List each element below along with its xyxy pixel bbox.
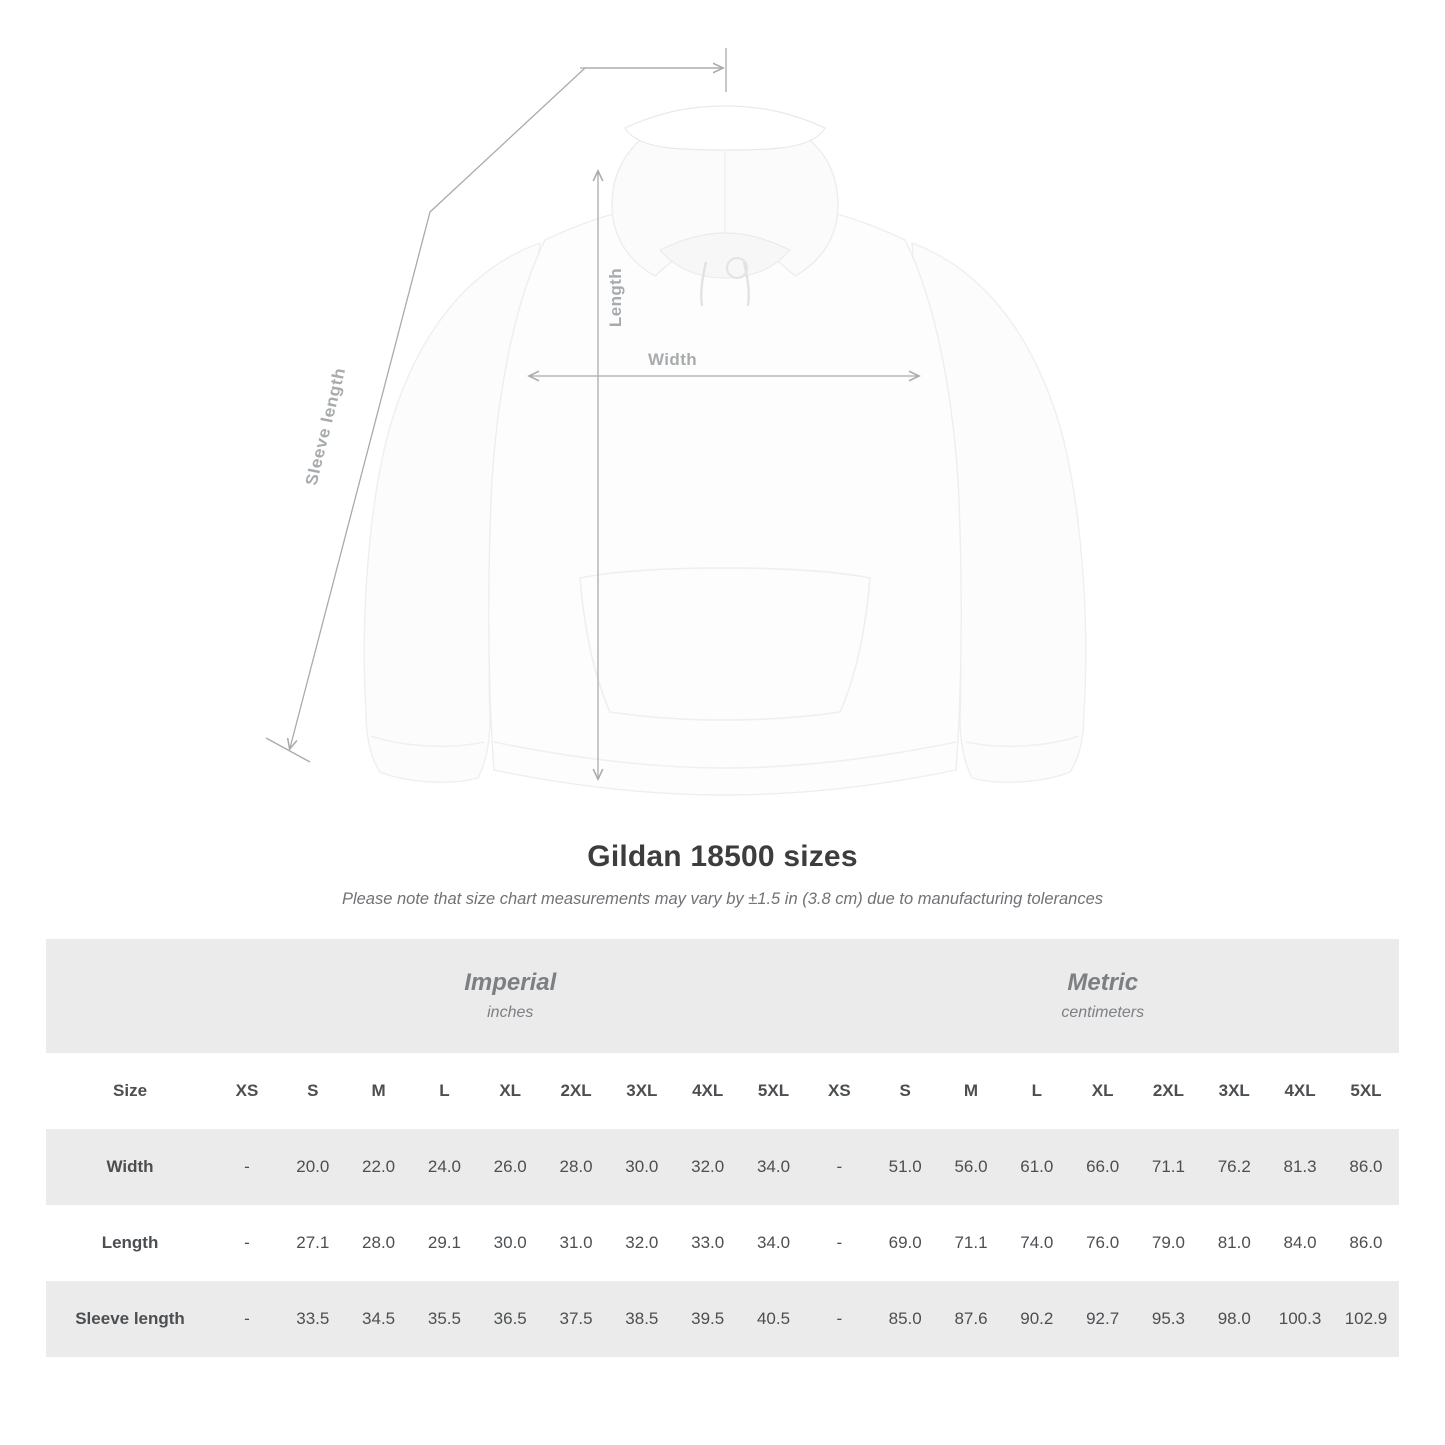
row-label-length: Length (46, 1205, 214, 1281)
metric-unit-header (806, 939, 1399, 1053)
cell-length-metric-3xl: 81.0 (1201, 1205, 1267, 1281)
cell-width-metric-s: 51.0 (872, 1129, 938, 1205)
cell-sleeve-metric-l: 90.2 (1004, 1281, 1070, 1357)
cell-length-imperial-5xl: 34.0 (741, 1205, 807, 1281)
row-label-size: Size (46, 1053, 214, 1129)
cell-length-imperial-s: 27.1 (280, 1205, 346, 1281)
col-head-imperial-s: S (280, 1053, 346, 1129)
col-head-metric-m: M (938, 1053, 1004, 1129)
col-head-imperial-m: M (346, 1053, 412, 1129)
col-head-imperial-5xl: 5XL (741, 1053, 807, 1129)
col-head-metric-xs: XS (806, 1053, 872, 1129)
sleeve-length-label: Sleeve length (301, 368, 350, 486)
cell-sleeve-imperial-l: 35.5 (412, 1281, 478, 1357)
width-label: Width (648, 350, 698, 369)
col-head-imperial-xl: XL (477, 1053, 543, 1129)
cell-width-imperial-4xl: 32.0 (675, 1129, 741, 1205)
cell-length-metric-xs: - (806, 1205, 872, 1281)
metric-unit-name: Metric (1067, 968, 1139, 996)
cell-length-imperial-3xl: 32.0 (609, 1205, 675, 1281)
cell-sleeve-metric-2xl: 95.3 (1136, 1281, 1202, 1357)
cell-length-imperial-4xl: 33.0 (675, 1205, 741, 1281)
cell-sleeve-imperial-xs: - (214, 1281, 280, 1357)
cell-width-imperial-s: 20.0 (280, 1129, 346, 1205)
cell-width-metric-xs: - (806, 1129, 872, 1205)
col-head-metric-l: L (1004, 1053, 1070, 1129)
cell-sleeve-metric-5xl: 102.9 (1333, 1281, 1399, 1357)
metric-unit-sub: centimeters (1061, 1004, 1145, 1022)
cell-length-imperial-xl: 30.0 (477, 1205, 543, 1281)
cell-sleeve-metric-xs: - (806, 1281, 872, 1357)
length-label: Length (606, 268, 625, 328)
cell-width-imperial-2xl: 28.0 (543, 1129, 609, 1205)
page-title: Gildan 18500 sizes (587, 840, 858, 873)
cell-sleeve-metric-xl: 92.7 (1070, 1281, 1136, 1357)
cell-sleeve-metric-m: 87.6 (938, 1281, 1004, 1357)
cell-width-imperial-xl: 26.0 (477, 1129, 543, 1205)
cell-sleeve-metric-3xl: 98.0 (1201, 1281, 1267, 1357)
col-head-imperial-2xl: 2XL (543, 1053, 609, 1129)
cell-length-metric-s: 69.0 (872, 1205, 938, 1281)
cell-width-metric-l: 61.0 (1004, 1129, 1070, 1205)
tolerance-note: Please note that size chart measurements may vary by ±1.5 in (3.8 cm) due to manufacturing tolerances (341, 890, 1104, 908)
col-head-imperial-3xl: 3XL (609, 1053, 675, 1129)
cell-sleeve-imperial-xl: 36.5 (477, 1281, 543, 1357)
table-row-size (46, 1053, 1399, 1129)
col-head-metric-5xl: 5XL (1333, 1053, 1399, 1129)
cell-width-metric-4xl: 81.3 (1267, 1129, 1333, 1205)
cell-width-metric-xl: 66.0 (1070, 1129, 1136, 1205)
col-head-imperial-l: L (412, 1053, 478, 1129)
cell-length-metric-xl: 76.0 (1070, 1205, 1136, 1281)
cell-width-metric-m: 56.0 (938, 1129, 1004, 1205)
cell-width-metric-3xl: 76.2 (1201, 1129, 1267, 1205)
cell-sleeve-imperial-m: 34.5 (346, 1281, 412, 1357)
cell-width-imperial-5xl: 34.0 (741, 1129, 807, 1205)
cell-width-imperial-l: 24.0 (412, 1129, 478, 1205)
title-block (0, 840, 1445, 909)
cell-length-imperial-xs: - (214, 1205, 280, 1281)
unit-header-spacer (46, 939, 214, 1053)
col-head-metric-3xl: 3XL (1201, 1053, 1267, 1129)
cell-width-imperial-xs: - (214, 1129, 280, 1205)
col-head-metric-4xl: 4XL (1267, 1053, 1333, 1129)
cell-width-metric-2xl: 71.1 (1136, 1129, 1202, 1205)
unit-header-row (46, 939, 1399, 1053)
size-chart-table-wrap (46, 939, 1399, 1357)
size-chart-table (46, 939, 1399, 1357)
col-head-metric-xl: XL (1070, 1053, 1136, 1129)
cell-length-metric-m: 71.1 (938, 1205, 1004, 1281)
col-head-metric-s: S (872, 1053, 938, 1129)
cell-length-metric-4xl: 84.0 (1267, 1205, 1333, 1281)
cell-width-imperial-3xl: 30.0 (609, 1129, 675, 1205)
cell-sleeve-imperial-5xl: 40.5 (741, 1281, 807, 1357)
cell-sleeve-imperial-s: 33.5 (280, 1281, 346, 1357)
col-head-metric-2xl: 2XL (1136, 1053, 1202, 1129)
cell-sleeve-metric-s: 85.0 (872, 1281, 938, 1357)
cell-width-metric-5xl: 86.0 (1333, 1129, 1399, 1205)
cell-width-imperial-m: 22.0 (346, 1129, 412, 1205)
cell-length-imperial-m: 28.0 (346, 1205, 412, 1281)
col-head-imperial-4xl: 4XL (675, 1053, 741, 1129)
imperial-unit-sub: inches (487, 1004, 534, 1022)
cell-length-metric-5xl: 86.0 (1333, 1205, 1399, 1281)
row-label-width: Width (46, 1129, 214, 1205)
hoodie-artwork (364, 106, 1085, 795)
table-row-length (46, 1205, 1399, 1281)
col-head-imperial-xs: XS (214, 1053, 280, 1129)
cell-length-imperial-l: 29.1 (412, 1205, 478, 1281)
cell-sleeve-imperial-2xl: 37.5 (543, 1281, 609, 1357)
cell-sleeve-imperial-3xl: 38.5 (609, 1281, 675, 1357)
cell-sleeve-imperial-4xl: 39.5 (675, 1281, 741, 1357)
cell-length-metric-2xl: 79.0 (1136, 1205, 1202, 1281)
table-row-sleeve-length (46, 1281, 1399, 1357)
table-row-width (46, 1129, 1399, 1205)
imperial-unit-header (214, 939, 806, 1053)
imperial-unit-name: Imperial (464, 968, 557, 996)
row-label-sleeve-length: Sleeve length (46, 1281, 214, 1357)
cell-length-imperial-2xl: 31.0 (543, 1205, 609, 1281)
cell-sleeve-metric-4xl: 100.3 (1267, 1281, 1333, 1357)
cell-length-metric-l: 74.0 (1004, 1205, 1070, 1281)
